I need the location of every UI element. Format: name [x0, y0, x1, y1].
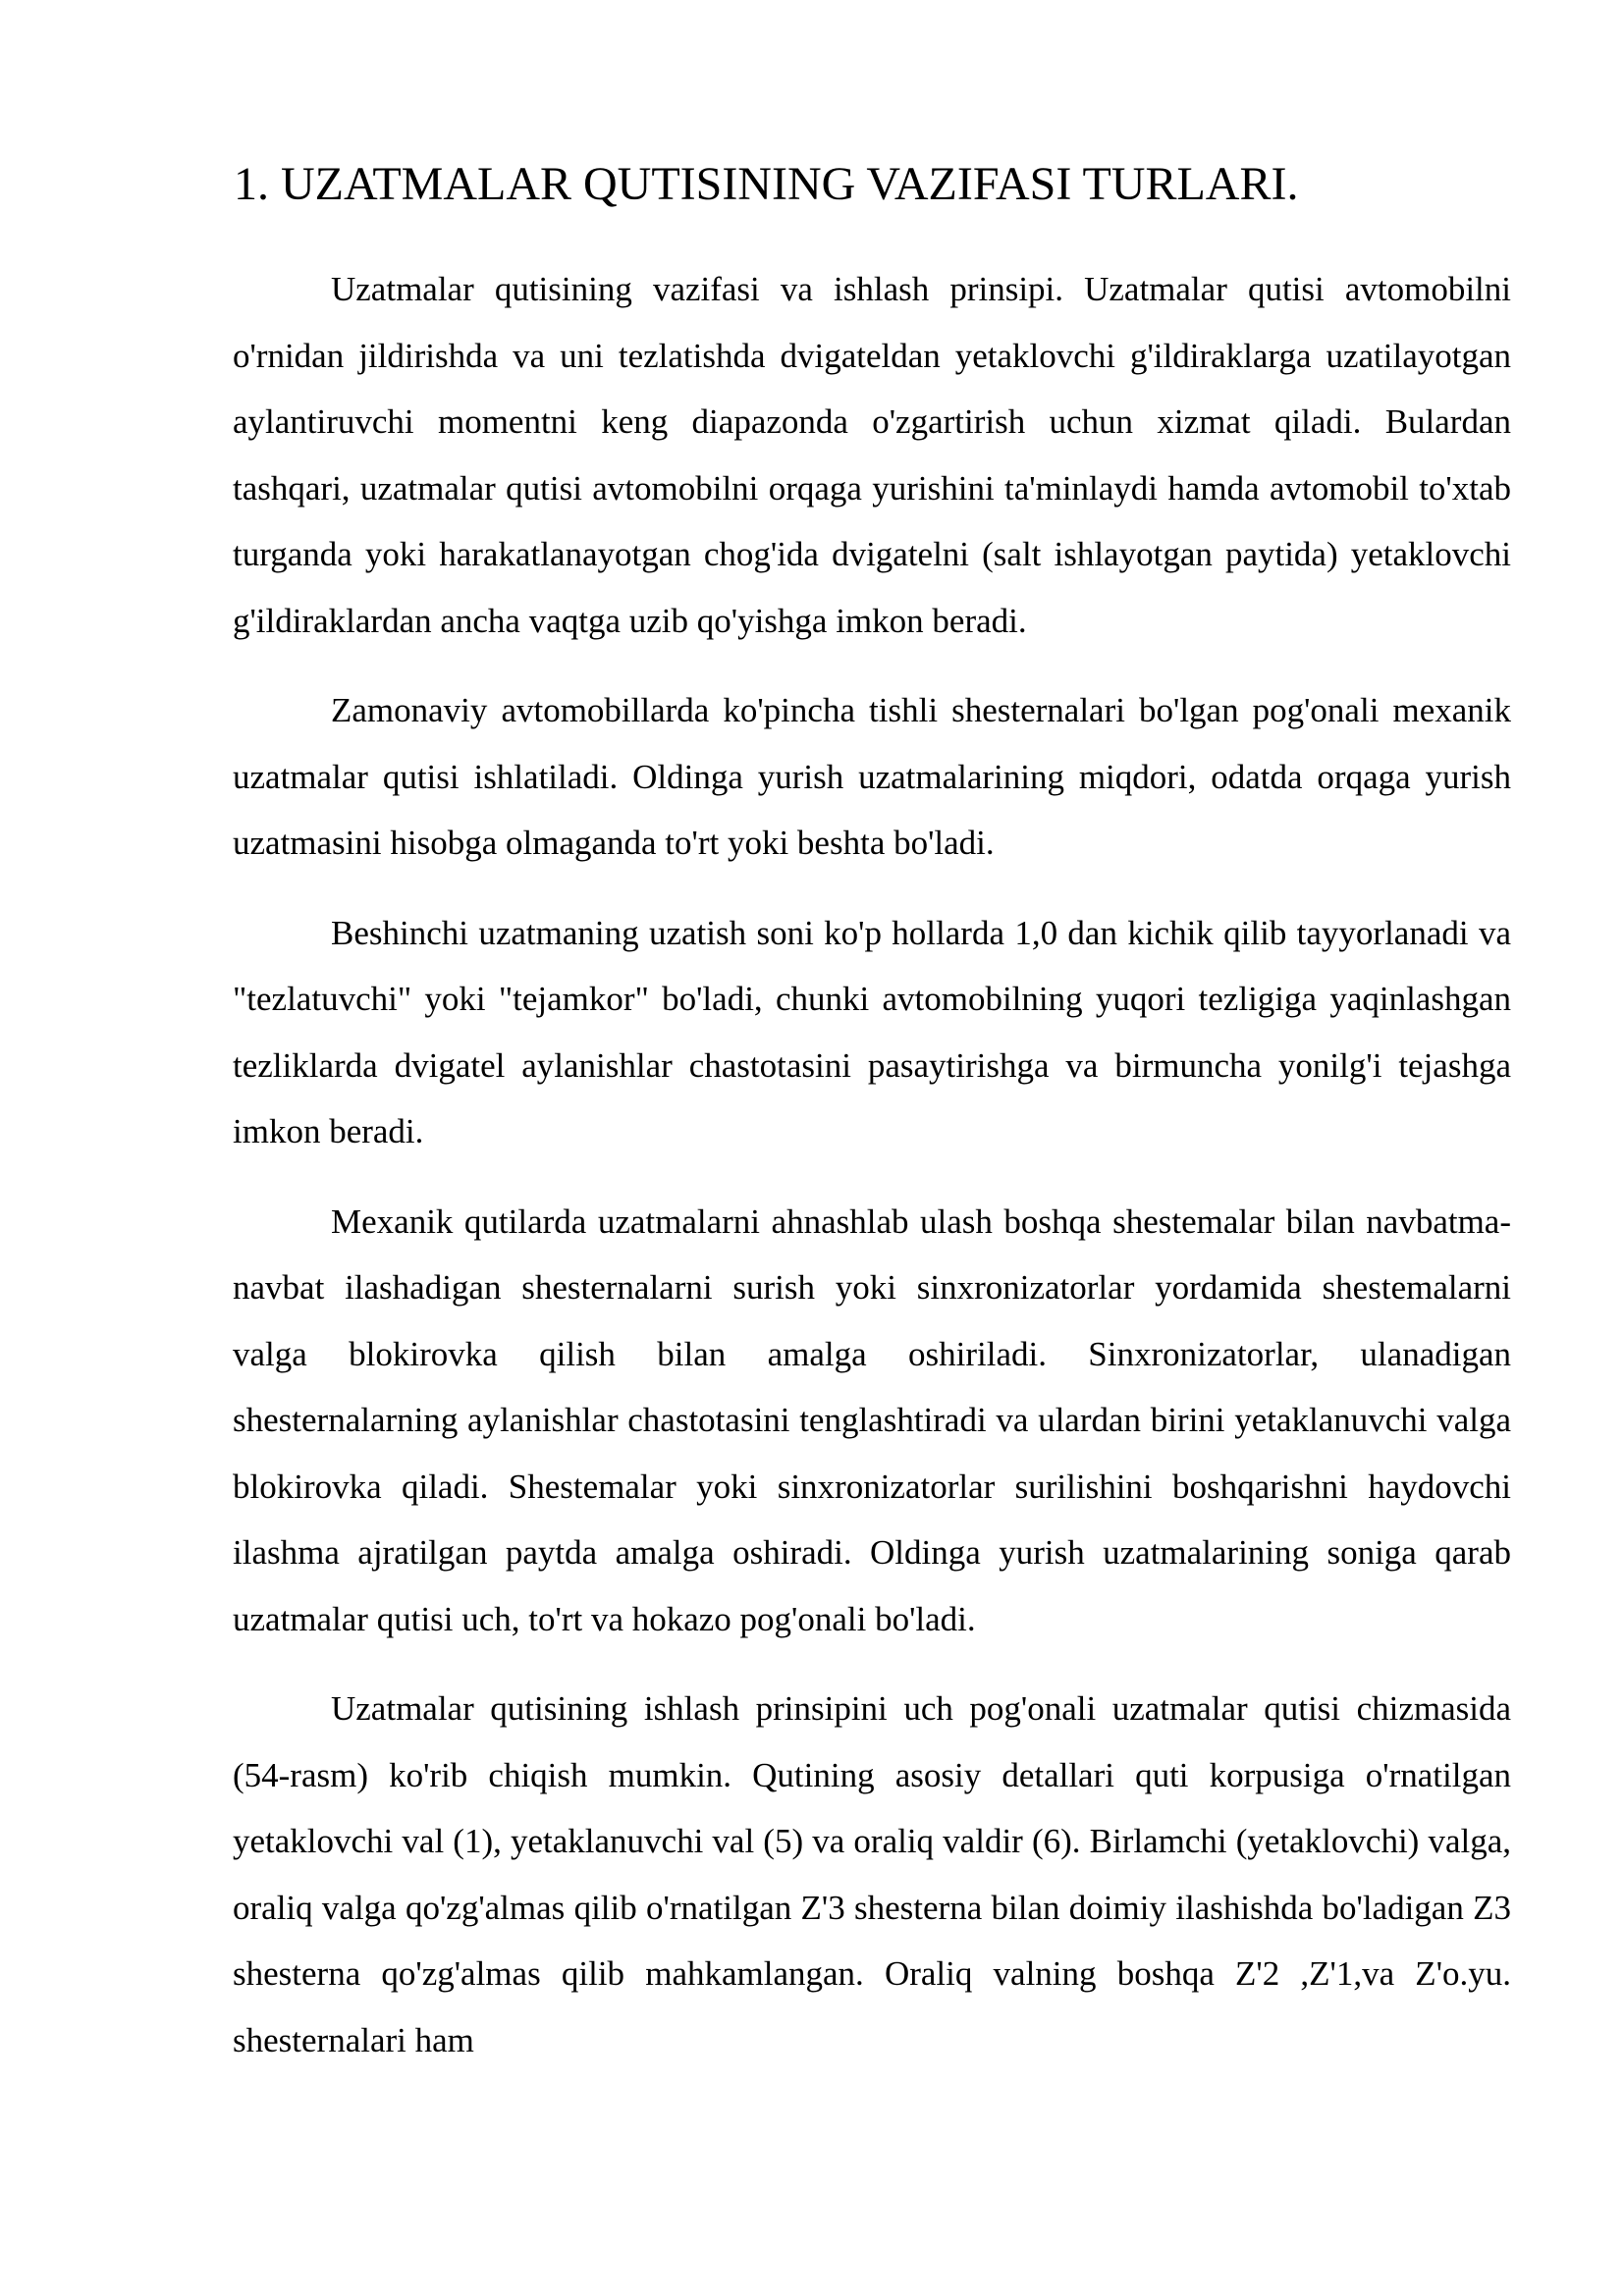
paragraph-3: Beshinchi uzatmaning uzatish soni ko'p hollarda 1,0 dan kichik qilib tayyorlanadi va "tezlatuvchi" yoki "tejamkor" bo'ladi, chunki avtomobilning yuqori tezligiga yaqinlashgan tezliklarda dvigatel aylanishlar chastotasini pasaytirishga va birmuncha yonilg'i tejashga imkon beradi. — [233, 913, 1511, 1150]
paragraph-1: Uzatmalar qutisining vazifasi va ishlash prinsipi. Uzatmalar qutisi avtomobilni o'rnidan jildirishda va uni tezlatishda dvigateldan yetaklovchi g'ildiraklarga uzatilayotgan aylantiruvchi momentni keng diapazonda o'zgartirish uchun xizmat qiladi. Bulardan tashqari, uzatmalar qutisi avtomobilni orqaga yurishini ta'minlaydi hamda avtomobil to'xtab turganda yoki harakatlanayotgan chog'ida dvigatelni (salt ishlayotgan paytida) yetaklovchi g'ildiraklardan ancha vaqtga uzib qo'yishga imkon beradi. — [233, 270, 1511, 640]
paragraph-4: Mexanik qutilarda uzatmalarni ahnashlab ulash boshqa shestemalar bilan navbatma-navbat ilashadigan shesternalarni surish yoki sinxronizatorlar yordamida shestemalarni valga blokirovka qilish bilan amalga oshiriladi. Sinxronizatorlar, ulanadigan shesternalarning aylanishlar chastotasini tenglashtiradi va ulardan birini yetaklanuvchi valga blokirovka qiladi. Shestemalar yoki sinxronizatorlar surilishini boshqarishni haydovchi ilashma ajratilgan paytda amalga oshiradi. Oldinga yurish uzatmalarining soniga qarab uzatmalar qutisi uch, to'rt va hokazo pog'onali bo'ladi. — [233, 1201, 1511, 1638]
document-title: 1. UZATMALAR QUTISINING VAZIFASI TURLARI. — [234, 158, 1299, 210]
document-body — [233, 256, 1511, 2097]
paragraph-2: Zamonaviy avtomobillarda ko'pincha tishli shesternalari bo'lgan pog'onali mexanik uzatmalar qutisi ishlatiladi. Oldinga yurish uzatmalarining miqdori, odatda orqaga yurish uzatmasini hisobga olmaganda to'rt yoki beshta bo'ladi. — [233, 691, 1511, 862]
paragraph-5: Uzatmalar qutisining ishlash prinsipini uch pog'onali uzatmalar qutisi chizmasida (54-rasm) ko'rib chiqish mumkin. Qutining asosiy detallari quti korpusiga o'rnatilgan yetaklovchi val (1), yetaklanuvchi val (5) va oraliq valdir (6). Birlamchi (yetaklovchi) valga, oraliq valga qo'zg'almas qilib o'rnatilgan Z'3 shesterna bilan doimiy ilashishda bo'ladigan Z3 shesterna qo'zg'almas qilib mahkamlangan. Oraliq valning boshqa Z'2 ,Z'1,va Z'o.yu. shesternalari ham — [233, 1689, 1511, 2059]
